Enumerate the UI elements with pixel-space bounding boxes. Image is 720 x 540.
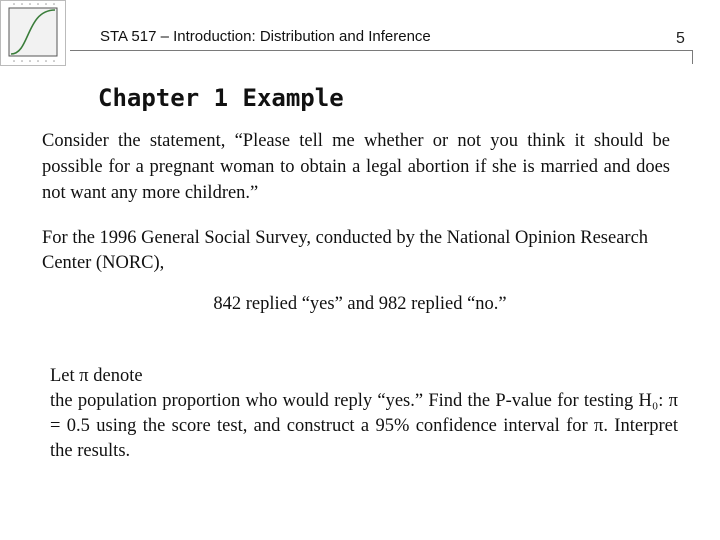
header-rule bbox=[70, 50, 692, 51]
task-line-2: the population proportion who would reply “yes.” Find the P-value for testing H₀: π = 0.5 using the score test, and construct a 95% confidence interval for π. Interpret the results. bbox=[50, 391, 678, 461]
task-line-1: Let π denote bbox=[50, 366, 143, 386]
survey-paragraph: For the 1996 General Social Survey, conducted by the National Opinion Research Center (NORC), bbox=[42, 228, 649, 273]
header-rule-tick bbox=[692, 50, 693, 64]
sigmoid-curve-logo bbox=[0, 0, 66, 66]
statement-paragraph: Consider the statement, “Please tell me whether or not you think it should be possible for a pregnant woman to obtain a legal abortion if she is married and does not want any more children.” bbox=[42, 131, 670, 203]
page-number: 5 bbox=[676, 30, 685, 47]
slide-title: Chapter 1 Example bbox=[98, 84, 344, 112]
task-paragraph bbox=[50, 364, 678, 464]
header-title: STA 517 – Introduction: Distribution and Inference bbox=[100, 28, 431, 45]
survey-results: 842 replied “yes” and 982 replied “no.” bbox=[213, 294, 507, 314]
